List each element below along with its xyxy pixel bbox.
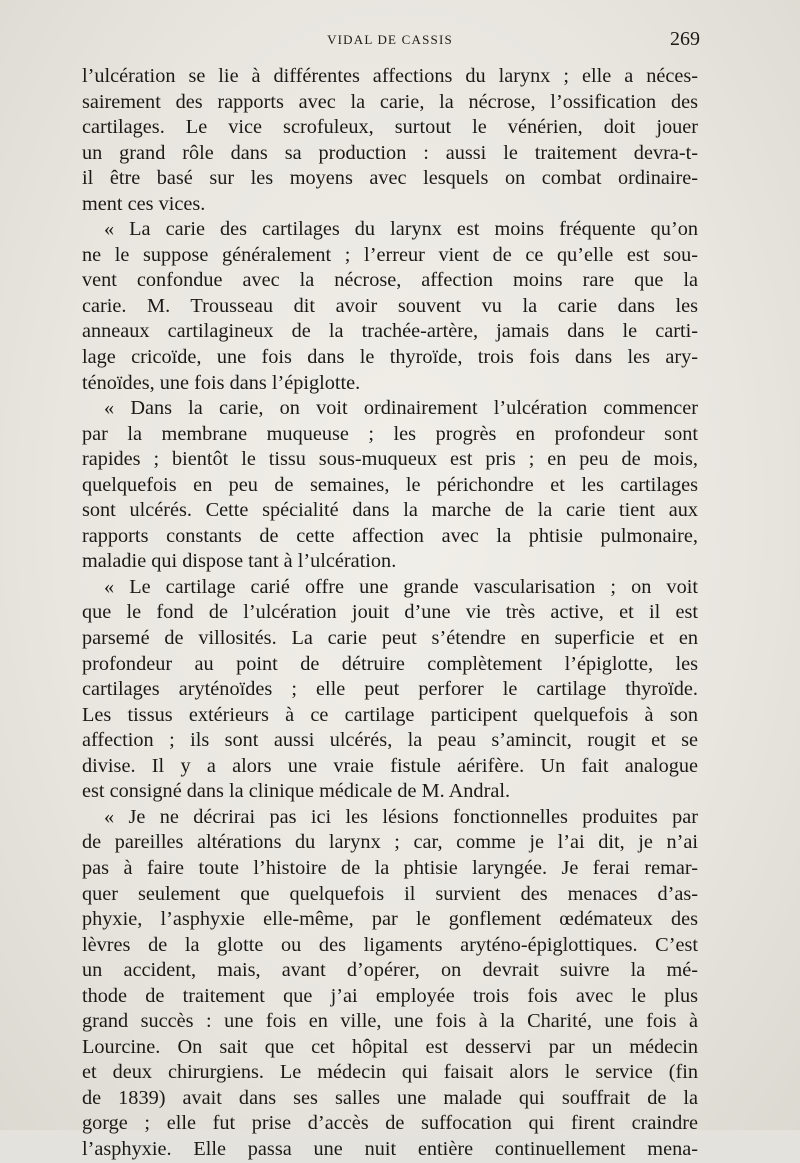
text-line: lèvres de la glotte ou des ligaments aryténo-épiglottiques. C’est [82,933,698,956]
text-line: anneaux cartilagineux de la trachée-artère, jamais dans le carti- [82,320,698,343]
text-line: « Le cartilage carié offre une grande vascularisation ; on voit [104,575,698,598]
text-line: un accident, mais, avant d’opérer, on devrait suivre la mé- [82,959,698,982]
text-line: Lourcine. On sait que cet hôpital est desservi par un médecin [82,1035,698,1058]
text-line: quelquefois en peu de semaines, le périchondre et les cartilages [82,473,698,496]
text-line: parsemé de villosités. La carie peut s’étendre en superficie et en [82,627,698,650]
text-line: Les tissus extérieurs à ce cartilage participent quelquefois à son [82,703,698,726]
page-header [80,28,700,56]
text-line: phyxie, l’asphyxie elle-même, par le gonflement œdémateux des [82,908,698,931]
text-line: pas à faire toute l’histoire de la phtisie laryngée. Je ferai remar- [82,856,698,879]
text-line: ténoïdes, une fois dans l’épiglotte. [82,371,361,394]
text-line: cartilages aryténoïdes ; elle peut perforer le cartilage thyroïde. [82,678,698,701]
text-line: de 1839) avait dans ses salles une malade qui souffrait de la [82,1086,698,1109]
text-line: par la membrane muqueuse ; les progrès en profondeur sont [82,422,698,445]
text-line: vent confondue avec la nécrose, affection moins rare que la [82,269,698,292]
text-line: maladie qui dispose tant à l’ulcération. [82,550,397,573]
text-line: rapports constants de cette affection avec la phtisie pulmonaire, [82,524,698,547]
text-line: l’asphyxie. Elle passa une nuit entière continuellement mena- [82,1137,698,1160]
text-line: sairement des rapports avec la carie, la nécrose, l’ossification des [82,90,698,113]
text-line: et deux chirurgiens. Le médecin qui faisait alors le service (fin [82,1061,698,1084]
text-line: sont ulcérés. Cette spécialité dans la marche de la carie tient aux [82,499,698,522]
text-line: quer seulement que quelquefois il survient des menaces d’as- [82,882,698,905]
text-line: « La carie des cartilages du larynx est moins fréquente qu’on [104,218,698,241]
text-line: grand succès : une fois en ville, une fois à la Charité, une fois à [82,1010,698,1033]
text-line: que le fond de l’ulcération jouit d’une vie très active, et il est [82,601,698,624]
text-line: cartilages. Le vice scrofuleux, surtout le vénérien, doit jouer [82,116,698,139]
text-line: lage cricoïde, une fois dans le thyroïde, trois fois dans les ary- [82,346,698,369]
text-line: profondeur au point de détruire complètement l’épiglotte, les [82,652,698,675]
text-line: « Je ne décrirai pas ici les lésions fonctionnelles produites par [104,805,698,828]
text-line: « Dans la carie, on voit ordinairement l’ulcération commencer [104,397,698,420]
text-line: est consigné dans la clinique médicale de M. Andral. [82,780,511,803]
body-text [82,64,698,1163]
text-line: thode de traitement que j’ai employée trois fois avec le plus [82,984,698,1007]
text-line: rapides ; bientôt le tissu sous-muqueux est pris ; en peu de mois, [82,448,698,471]
running-title: VIDAL DE CASSIS [327,32,453,47]
text-line: ne le suppose généralement ; l’erreur vient de ce qu’elle est sou- [82,243,698,266]
page-number: 269 [670,28,700,50]
text-line: l’ulcération se lie à différentes affections du larynx ; elle a néces- [82,65,698,87]
text-line: ment ces vices. [82,192,206,215]
text-line: un grand rôle dans sa production : aussi le traitement devra-t- [82,141,698,164]
text-line: divise. Il y a alors une vraie fistule aérifère. Un fait analogue [82,754,698,777]
text-line: de pareilles altérations du larynx ; car, comme je l’ai dit, je n’ai [82,831,698,854]
text-line: carie. M. Trousseau dit avoir souvent vu la carie dans les [82,294,698,317]
text-line: affection ; ils sont aussi ulcérés, la peau s’amincit, rougit et se [82,729,698,752]
text-line: il être basé sur les moyens avec lesquels on combat ordinaire- [82,167,698,190]
text-line: gorge ; elle fut prise d’accès de suffocation qui firent craindre [82,1112,698,1135]
